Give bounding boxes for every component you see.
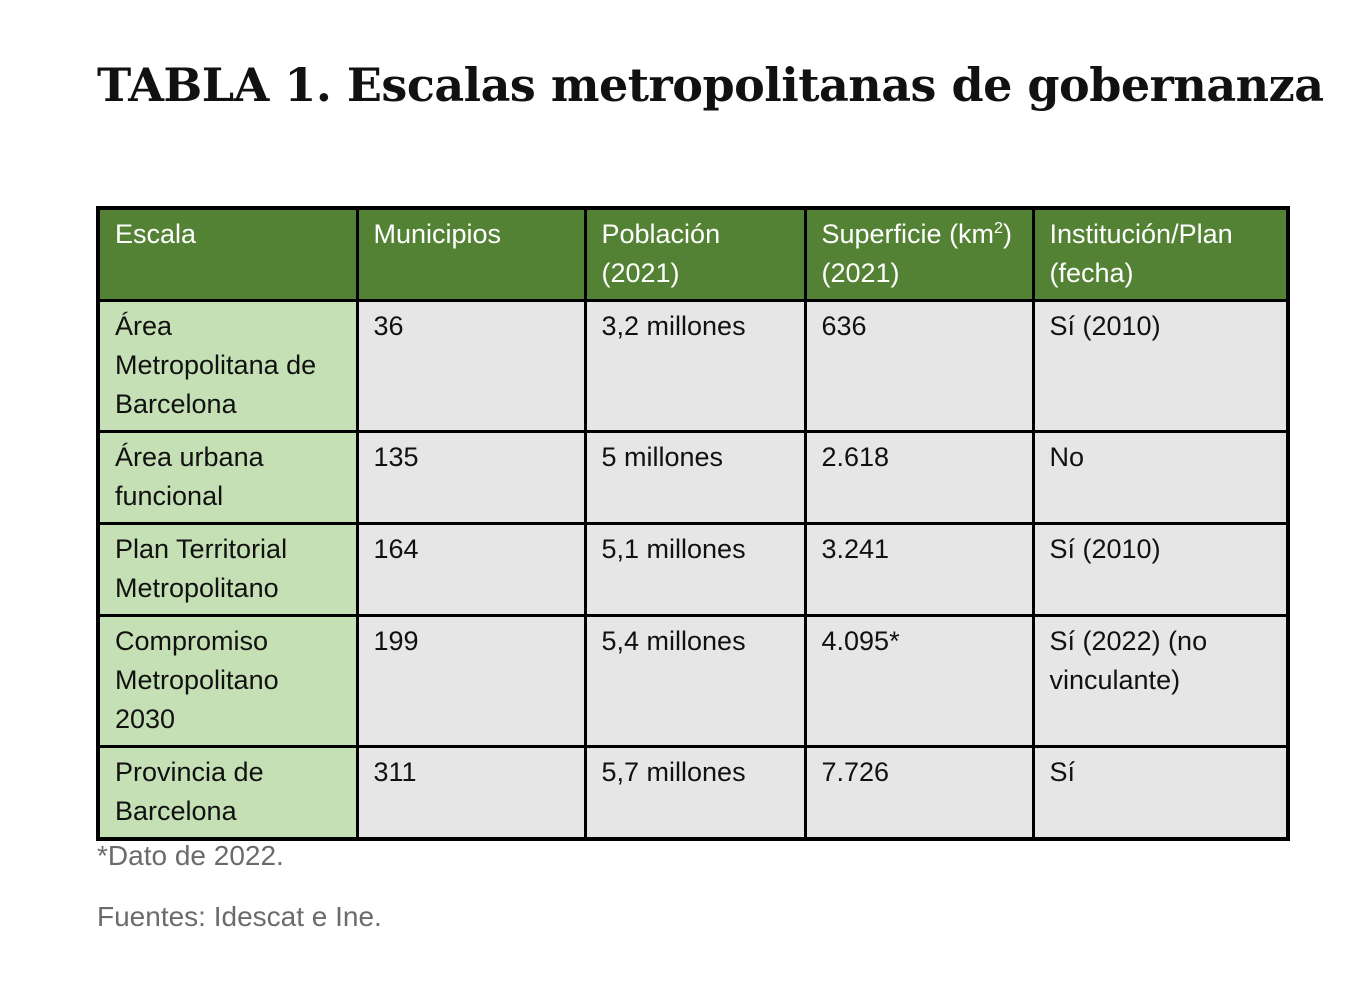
cell-municipios: 135 bbox=[357, 432, 585, 524]
cell-municipios: 164 bbox=[357, 524, 585, 616]
table-row bbox=[98, 524, 1288, 616]
cell-escala: Área Metropolitana de Barcelona bbox=[98, 301, 357, 432]
table-title: TABLA 1. Escalas metropolitanas de gobernanza bbox=[97, 58, 1324, 112]
cell-poblacion: 5 millones bbox=[585, 432, 805, 524]
header-superficie-superscript: 2 bbox=[994, 220, 1003, 237]
cell-escala: Compromiso Metropolitano 2030 bbox=[98, 616, 357, 747]
cell-municipios: 311 bbox=[357, 747, 585, 840]
header-superficie-year: ) (2021) bbox=[821, 219, 1012, 288]
cell-institucion: Sí (2010) bbox=[1033, 524, 1288, 616]
table-header-row bbox=[98, 208, 1288, 301]
cell-escala: Área urbana funcional bbox=[98, 432, 357, 524]
header-institucion: Institución/Plan (fecha) bbox=[1033, 208, 1288, 301]
header-escala: Escala bbox=[98, 208, 357, 301]
table-row bbox=[98, 747, 1288, 840]
header-poblacion: Población (2021) bbox=[585, 208, 805, 301]
header-superficie-text: Superficie (km bbox=[821, 219, 995, 249]
table-row bbox=[98, 616, 1288, 747]
header-municipios: Municipios bbox=[357, 208, 585, 301]
cell-institucion: Sí (2010) bbox=[1033, 301, 1288, 432]
governance-table-container bbox=[96, 206, 1290, 841]
cell-institucion: Sí bbox=[1033, 747, 1288, 840]
footnote-sources: Fuentes: Idescat e Ine. bbox=[97, 901, 382, 932]
cell-superficie: 7.726 bbox=[805, 747, 1033, 840]
cell-poblacion: 5,7 millones bbox=[585, 747, 805, 840]
cell-poblacion: 5,4 millones bbox=[585, 616, 805, 747]
footnote-data-year: *Dato de 2022. bbox=[97, 840, 284, 871]
cell-institucion: No bbox=[1033, 432, 1288, 524]
cell-institucion: Sí (2022) (no vinculante) bbox=[1033, 616, 1288, 747]
table-row bbox=[98, 301, 1288, 432]
cell-superficie: 636 bbox=[805, 301, 1033, 432]
cell-poblacion: 3,2 millones bbox=[585, 301, 805, 432]
cell-escala: Provincia de Barcelona bbox=[98, 747, 357, 840]
cell-municipios: 199 bbox=[357, 616, 585, 747]
cell-superficie: 2.618 bbox=[805, 432, 1033, 524]
cell-superficie: 3.241 bbox=[805, 524, 1033, 616]
cell-escala: Plan Territorial Metropolitano bbox=[98, 524, 357, 616]
cell-municipios: 36 bbox=[357, 301, 585, 432]
header-superficie bbox=[805, 208, 1033, 301]
governance-scales-table bbox=[96, 206, 1290, 841]
cell-superficie: 4.095* bbox=[805, 616, 1033, 747]
cell-poblacion: 5,1 millones bbox=[585, 524, 805, 616]
table-row bbox=[98, 432, 1288, 524]
